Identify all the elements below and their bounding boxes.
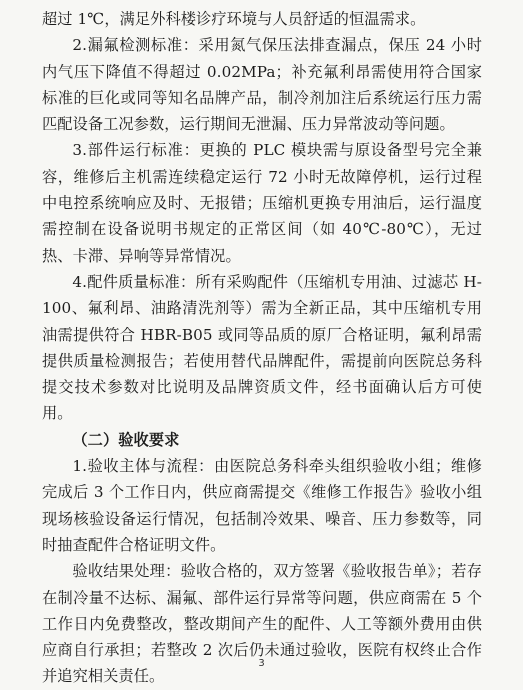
document-body — [42, 6, 482, 690]
paragraph-acceptance-process: 1.验收主体与流程：由医院总务科牵头组织验收小组；维修完成后 3 个工作日内，供应商需提交《维修工作报告》验收小组现场核验设备运行情况，包括制冷效果、噪音、压力参数等，同时抽查配件合格证明文件。 — [42, 457, 482, 554]
paragraph-leak-detection-standard: 2.漏氟检测标准：采用氮气保压法排查漏点，保压 24 小时内气压下降值不得超过 0.02MPa；补充氟利昂需使用符合国家标准的巨化或同等知名品牌产品，制冷剂加注后系统运行压力需匹配设备工况参数，运行期间无泄漏、压力异常波动等问题。 — [42, 36, 482, 134]
paragraph-acceptance-result: 验收结果处理：验收合格的，双方签署《验收报告单》；若存在制冷量不达标、漏氟、部件运行异常等问题，供应商需在 5 个工作日内免费整改，整改期间产生的配件、人工等额外费用由供应商自行承担；若整改 2 次后仍未通过验收，医院有权终止合作并追究相关责任。 — [42, 562, 482, 686]
paragraph-component-operation-standard: 3.部件运行标准：更换的 PLC 模块需与原设备型号完全兼容，维修后主机需连续稳定运行 72 小时无故障停机，运行过程中电控系统响应及时、无报错；压缩机更换专用油后，运行温度需控制在设备说明书规定的正常区间（如 40℃-80℃），无过热、卡滞、异响等异常情况。 — [42, 141, 482, 265]
section-heading-acceptance: （二）验收要求 — [72, 430, 180, 449]
paragraph-continuation: 超过 1℃，满足外科楼诊疗环境与人员舒适的恒温需求。 — [42, 10, 426, 28]
page-number: 3 — [258, 658, 265, 669]
paragraph-parts-quality-standard: 4.配件质量标准：所有采购配件（压缩机专用油、过滤芯 H-100、氟利昂、油路清洗剂等）需为全新正品，其中压缩机专用油需提供符合 HBR-B05 或同等品质的原厂合格证明，氟利昂需提供质量检测报告；若使用替代品牌配件，需提前向医院总务科提交技术参数对比说明及品牌资质文件，经书面确认后方可使用。 — [42, 272, 482, 423]
